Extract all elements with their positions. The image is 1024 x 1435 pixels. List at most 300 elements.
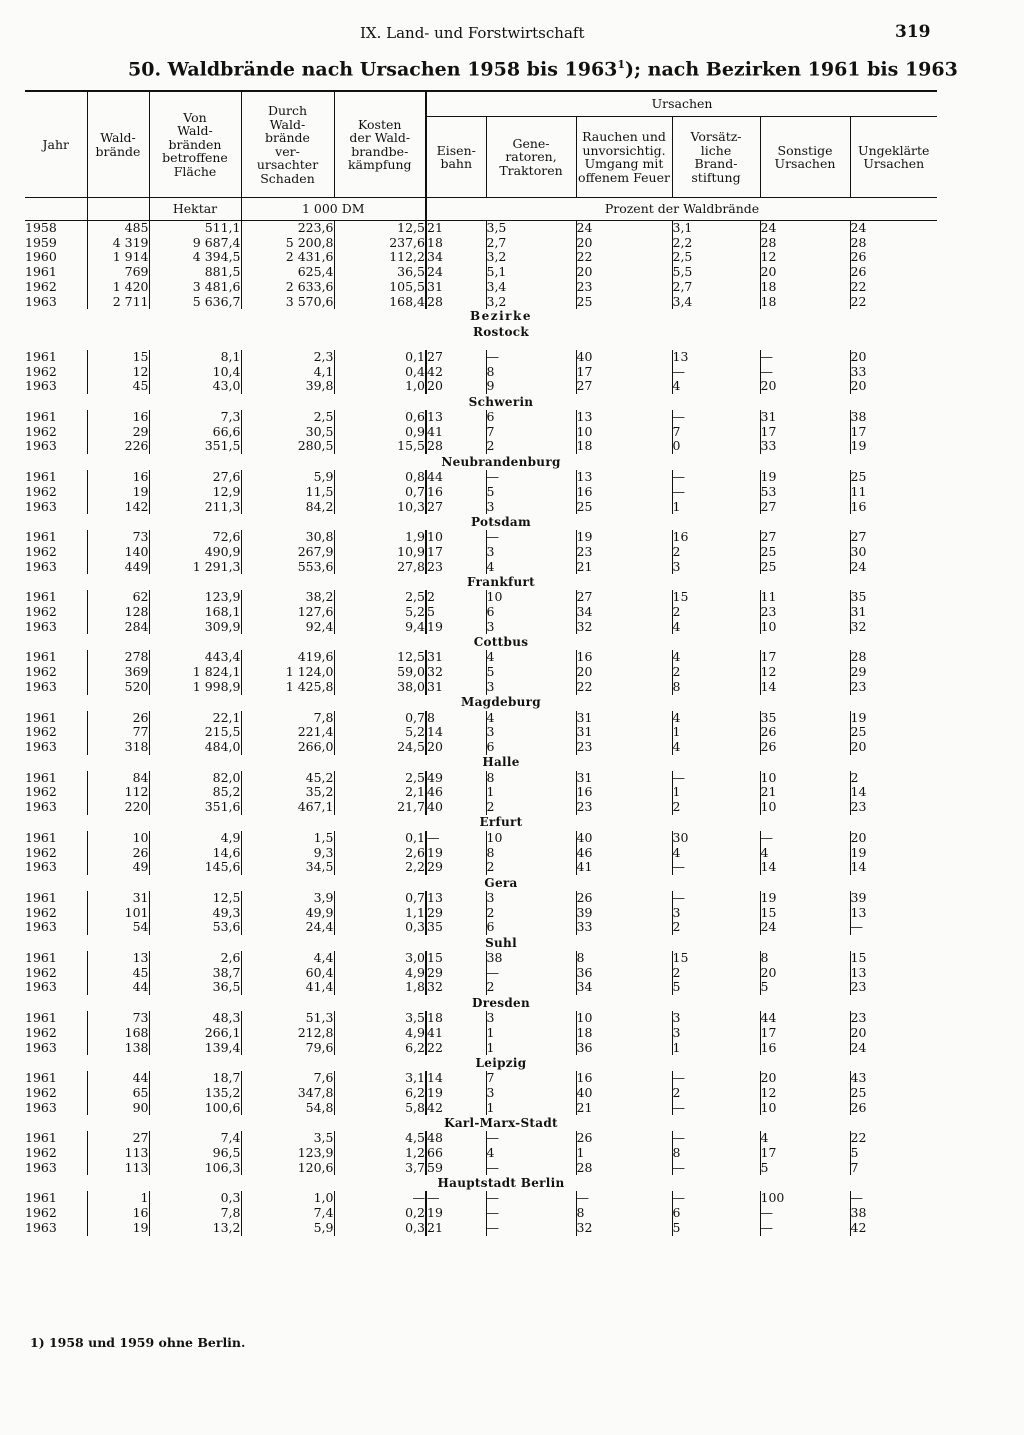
cell-value: 17 bbox=[760, 425, 850, 440]
cell-value: 13 bbox=[576, 470, 672, 485]
col-schaden-label: Durch Wald- brände ver- ursachter Schaden bbox=[256, 103, 319, 186]
cell-value: 113 bbox=[87, 1146, 149, 1161]
unit-dm bbox=[241, 198, 426, 221]
cell-value: 41 bbox=[576, 860, 672, 875]
spacer bbox=[25, 1055, 426, 1071]
cell-value: 145,6 bbox=[149, 860, 241, 875]
cell-value: — bbox=[672, 410, 760, 425]
cell-value: 4 bbox=[672, 711, 760, 726]
cell-value: 11 bbox=[850, 485, 937, 500]
cell-value: 7,8 bbox=[241, 711, 334, 726]
cell-value: 1 bbox=[486, 1101, 576, 1116]
cell-value: 1,9 bbox=[334, 530, 426, 545]
cell-value: — bbox=[486, 1191, 576, 1206]
cell-year: 1961 bbox=[25, 409, 57, 425]
cell-value: 9,4 bbox=[334, 620, 426, 635]
cell-year: 1962 bbox=[25, 1084, 57, 1100]
cell-value: 8 bbox=[486, 771, 576, 786]
cell-value: 19 bbox=[850, 846, 937, 861]
cell-value: 41,4 bbox=[241, 980, 334, 995]
table-row bbox=[25, 425, 937, 440]
cell-value: 2,6 bbox=[149, 951, 241, 966]
cell-value: 7,6 bbox=[241, 1071, 334, 1086]
cell-value: 1 420 bbox=[87, 280, 149, 295]
cell-value: 3 bbox=[486, 891, 576, 906]
cell-value: 12 bbox=[760, 250, 850, 265]
waldbraende-table bbox=[25, 90, 937, 1236]
cell-value: 449 bbox=[87, 560, 149, 575]
cell-value: 135,2 bbox=[149, 1086, 241, 1101]
cell-value: 62 bbox=[87, 590, 149, 605]
region-heading-label: Magdeburg bbox=[460, 695, 541, 710]
cell-value: 41 bbox=[426, 1026, 486, 1041]
spacer bbox=[25, 815, 426, 831]
spacer bbox=[25, 875, 426, 891]
table-row bbox=[25, 295, 937, 310]
title-text-b: ); nach Bezirken 1961 bis 1963 bbox=[625, 58, 958, 81]
cell-year: 1962 bbox=[25, 483, 57, 499]
footnote: 1) 1958 und 1959 ohne Berlin. bbox=[30, 1335, 246, 1350]
cell-value: 32 bbox=[426, 665, 486, 680]
cell-value: 15 bbox=[87, 350, 149, 365]
cell-value: — bbox=[850, 1191, 937, 1206]
cell-value: 27 bbox=[576, 590, 672, 605]
col-vorsaetzlich-label: Vorsätz- liche Brand- stiftung bbox=[690, 129, 742, 185]
cell-value: 1 bbox=[672, 1041, 760, 1056]
cell-value: — bbox=[760, 350, 850, 365]
cell-year: 1961 bbox=[25, 889, 57, 905]
cell-value: 25 bbox=[576, 500, 672, 515]
cell-value: 10,9 bbox=[334, 545, 426, 560]
cell-value: 22 bbox=[576, 250, 672, 265]
cell-value: 0,8 bbox=[334, 470, 426, 485]
cell-value: 15 bbox=[850, 951, 937, 966]
col-jahr-label: Jahr bbox=[42, 136, 69, 152]
cell-value: 3,5 bbox=[241, 1131, 334, 1146]
cell-value: 7,4 bbox=[241, 1206, 334, 1221]
cell-value: 38 bbox=[850, 1206, 937, 1221]
cell-value: 2 bbox=[672, 665, 760, 680]
cell-value: 5 bbox=[672, 1221, 760, 1236]
cell-value: — bbox=[760, 831, 850, 846]
col-ursachen-label: Ursachen bbox=[651, 96, 713, 112]
cell-value: 18 bbox=[760, 280, 850, 295]
cell-value: 23 bbox=[760, 605, 850, 620]
cell-year: 1961 bbox=[25, 709, 57, 725]
cell-value: 22,1 bbox=[149, 711, 241, 726]
cell-value: 34,5 bbox=[241, 860, 334, 875]
cell-value: 27,8 bbox=[334, 560, 426, 575]
cell-value: 1 425,8 bbox=[241, 680, 334, 695]
cell-year: 1961 bbox=[25, 529, 57, 545]
cell-value: 0,7 bbox=[334, 711, 426, 726]
cell-value: 12 bbox=[760, 665, 850, 680]
cell-value: 38,7 bbox=[149, 966, 241, 981]
cell-value: 3,7 bbox=[334, 1161, 426, 1176]
cell-value: 36,5 bbox=[149, 980, 241, 995]
cell-value: 3,2 bbox=[486, 250, 576, 265]
cell-value: 42 bbox=[426, 365, 486, 380]
table-row bbox=[25, 680, 937, 695]
cell-value: 40 bbox=[576, 350, 672, 365]
cell-year: 1963 bbox=[25, 1219, 57, 1235]
cell-value: 4 319 bbox=[87, 236, 149, 251]
region-heading bbox=[25, 1175, 937, 1191]
cell-value: 17 bbox=[760, 1146, 850, 1161]
cell-value: — bbox=[672, 1161, 760, 1176]
cell-value: — bbox=[486, 530, 576, 545]
table-row bbox=[25, 470, 937, 485]
cell-value: 20 bbox=[576, 265, 672, 280]
cell-year: 1961 bbox=[25, 649, 57, 665]
cell-value: 42 bbox=[426, 1101, 486, 1116]
unit-dm-label: 1 000 DM bbox=[301, 201, 365, 217]
spacer bbox=[25, 1115, 426, 1131]
region-heading bbox=[25, 695, 937, 711]
table-row bbox=[25, 725, 937, 740]
region-heading-label: Erfurt bbox=[479, 815, 523, 830]
region-heading-label: Frankfurt bbox=[467, 575, 535, 589]
cell-value: 19 bbox=[850, 711, 937, 726]
cell-value: 7,8 bbox=[149, 1206, 241, 1221]
cell-value: 20 bbox=[850, 740, 937, 755]
cell-value: 4 bbox=[486, 650, 576, 665]
cell-value: — bbox=[672, 891, 760, 906]
cell-value: — bbox=[576, 1191, 672, 1206]
cell-year: 1962 bbox=[25, 1145, 57, 1161]
cell-value: — bbox=[426, 831, 486, 846]
cell-value: 24 bbox=[760, 920, 850, 935]
cell-value: 22 bbox=[576, 680, 672, 695]
cell-year: 1963 bbox=[25, 738, 57, 754]
region-heading bbox=[25, 755, 937, 771]
cell-value: 23 bbox=[850, 800, 937, 815]
cell-value: 22 bbox=[850, 295, 937, 310]
cell-value: 5 bbox=[760, 1161, 850, 1176]
cell-value: 280,5 bbox=[241, 439, 334, 454]
table-row bbox=[25, 545, 937, 560]
cell-value: 12,5 bbox=[334, 221, 426, 236]
cell-value: 8 bbox=[576, 1206, 672, 1221]
cell-value: 2 bbox=[486, 980, 576, 995]
cell-value: 54,8 bbox=[241, 1101, 334, 1116]
cell-value: 215,5 bbox=[149, 725, 241, 740]
cell-value: 553,6 bbox=[241, 560, 334, 575]
spacer bbox=[576, 875, 937, 891]
cell-value: 20 bbox=[850, 379, 937, 394]
cell-value: 13 bbox=[576, 410, 672, 425]
cell-value: 13 bbox=[426, 891, 486, 906]
cell-value: 17 bbox=[426, 545, 486, 560]
table-title bbox=[128, 58, 958, 80]
spacer bbox=[576, 309, 937, 324]
cell-value: 2 bbox=[672, 1086, 760, 1101]
cell-value: 59,0 bbox=[334, 665, 426, 680]
cell-value: 24 bbox=[576, 221, 672, 236]
cell-year: 1962 bbox=[25, 784, 57, 800]
cell-value: 2 bbox=[850, 771, 937, 786]
chapter-title: IX. Land- und Forstwirtschaft bbox=[360, 24, 585, 42]
cell-value: — bbox=[760, 365, 850, 380]
region-heading bbox=[25, 394, 937, 410]
cell-value: — bbox=[486, 1131, 576, 1146]
cell-value: 284 bbox=[87, 620, 149, 635]
cell-value: 20 bbox=[850, 831, 937, 846]
table-row bbox=[25, 1161, 937, 1176]
cell-year: 1959 bbox=[25, 234, 57, 250]
cell-value: 2,5 bbox=[241, 410, 334, 425]
cell-value: 2 bbox=[672, 966, 760, 981]
spacer bbox=[25, 995, 426, 1011]
cell-year: 1961 bbox=[25, 1190, 57, 1206]
cell-value: 27 bbox=[426, 350, 486, 365]
table-row bbox=[25, 1041, 937, 1056]
cell-value: 0,6 bbox=[334, 410, 426, 425]
cell-value: 32 bbox=[426, 980, 486, 995]
cell-value: 5,2 bbox=[334, 605, 426, 620]
region-heading-label: Schwerin bbox=[468, 394, 534, 409]
cell-value: 1,5 bbox=[241, 831, 334, 846]
cell-value: 25 bbox=[850, 470, 937, 485]
cell-value: 5 bbox=[486, 485, 576, 500]
cell-value: 29 bbox=[87, 425, 149, 440]
cell-value: 26 bbox=[850, 250, 937, 265]
cell-year: 1961 bbox=[25, 1010, 57, 1026]
cell-value: 31 bbox=[576, 711, 672, 726]
cell-value: 49,9 bbox=[241, 906, 334, 921]
cell-value: 19 bbox=[87, 1221, 149, 1236]
cell-value: 16 bbox=[426, 485, 486, 500]
cell-value: 4 bbox=[672, 650, 760, 665]
spacer bbox=[25, 324, 426, 340]
table-row bbox=[25, 250, 937, 265]
bezirke-heading-label: Bezirke bbox=[470, 309, 532, 324]
page-header bbox=[0, 22, 1024, 46]
cell-value: 4 bbox=[486, 560, 576, 575]
cell-value: 7,4 bbox=[149, 1131, 241, 1146]
cell-value: — bbox=[672, 485, 760, 500]
cell-value: 1 824,1 bbox=[149, 665, 241, 680]
cell-value: 266,1 bbox=[149, 1026, 241, 1041]
cell-value: 18 bbox=[426, 1011, 486, 1026]
cell-value: 0,2 bbox=[334, 1206, 426, 1221]
cell-value: 77 bbox=[87, 725, 149, 740]
cell-value: 10,3 bbox=[334, 500, 426, 515]
cell-value: 23 bbox=[426, 560, 486, 575]
table-row bbox=[25, 605, 937, 620]
region-heading-label: Dresden bbox=[472, 995, 530, 1010]
cell-value: 0,4 bbox=[334, 365, 426, 380]
cell-value: 9 bbox=[486, 379, 576, 394]
cell-value: 10 bbox=[87, 831, 149, 846]
cell-value: 23 bbox=[850, 980, 937, 995]
cell-value: 6,2 bbox=[334, 1086, 426, 1101]
cell-value: 5 bbox=[850, 1146, 937, 1161]
cell-value: 14 bbox=[850, 860, 937, 875]
cell-value: 31 bbox=[426, 280, 486, 295]
cell-year: 1963 bbox=[25, 919, 57, 935]
cell-value: 49 bbox=[87, 860, 149, 875]
table-row bbox=[25, 1071, 937, 1086]
cell-value: 27 bbox=[760, 500, 850, 515]
region-heading-label: Neubrandenburg bbox=[441, 454, 561, 469]
cell-value: 3,9 bbox=[241, 891, 334, 906]
cell-value: 40 bbox=[576, 1086, 672, 1101]
cell-value: 31 bbox=[760, 410, 850, 425]
spacer bbox=[576, 634, 937, 650]
cell-value: 140 bbox=[87, 545, 149, 560]
unit-empty bbox=[25, 198, 87, 221]
spacer bbox=[576, 394, 937, 410]
cell-value: 49 bbox=[426, 771, 486, 786]
cell-value: 7,3 bbox=[149, 410, 241, 425]
cell-value: 20 bbox=[760, 379, 850, 394]
table-row bbox=[25, 365, 937, 380]
cell-value: 10,4 bbox=[149, 365, 241, 380]
cell-value: 43 bbox=[850, 1071, 937, 1086]
cell-value: 138 bbox=[87, 1041, 149, 1056]
cell-value: 35 bbox=[850, 590, 937, 605]
cell-value: 142 bbox=[87, 500, 149, 515]
cell-value: 13 bbox=[850, 906, 937, 921]
cell-value: 14 bbox=[426, 1071, 486, 1086]
cell-value: 92,4 bbox=[241, 620, 334, 635]
cell-value: 2,6 bbox=[334, 846, 426, 861]
cell-value: 13 bbox=[426, 410, 486, 425]
cell-value: 2 bbox=[672, 545, 760, 560]
region-heading bbox=[25, 995, 937, 1011]
cell-value: 66 bbox=[426, 1146, 486, 1161]
spacer bbox=[576, 324, 937, 340]
cell-value: 4,9 bbox=[149, 831, 241, 846]
cell-value: 12 bbox=[760, 1086, 850, 1101]
cell-value: 15 bbox=[760, 906, 850, 921]
cell-value: 1 998,9 bbox=[149, 680, 241, 695]
table-row bbox=[25, 1191, 937, 1206]
cell-value: 85,2 bbox=[149, 785, 241, 800]
cell-value: 1,0 bbox=[241, 1191, 334, 1206]
col-jahr bbox=[25, 91, 87, 198]
region-heading-label: Halle bbox=[482, 755, 520, 770]
spacer bbox=[576, 935, 937, 951]
cell-value: 20 bbox=[760, 265, 850, 280]
cell-value: 12,5 bbox=[334, 650, 426, 665]
cell-value: 3 bbox=[486, 1011, 576, 1026]
cell-value: — bbox=[334, 1191, 426, 1206]
cell-value: 14 bbox=[426, 725, 486, 740]
cell-value: 28 bbox=[426, 295, 486, 310]
cell-value: 4 394,5 bbox=[149, 250, 241, 265]
cell-value: 44 bbox=[426, 470, 486, 485]
cell-value: 22 bbox=[850, 280, 937, 295]
cell-value: 223,6 bbox=[241, 221, 334, 236]
cell-value: 4 bbox=[760, 1131, 850, 1146]
spacer bbox=[25, 695, 426, 711]
table-row bbox=[25, 650, 937, 665]
cell-value: 10 bbox=[760, 620, 850, 635]
cell-value: 48 bbox=[426, 1131, 486, 1146]
cell-value: 26 bbox=[87, 846, 149, 861]
cell-value: 35 bbox=[760, 711, 850, 726]
cell-value: — bbox=[672, 860, 760, 875]
region-heading-label: Suhl bbox=[485, 935, 517, 950]
cell-value: 1 bbox=[672, 500, 760, 515]
cell-value: 112,2 bbox=[334, 250, 426, 265]
cell-value: 31 bbox=[850, 605, 937, 620]
cell-value: 419,6 bbox=[241, 650, 334, 665]
cell-value: 3,4 bbox=[672, 295, 760, 310]
cell-value: 73 bbox=[87, 1011, 149, 1026]
cell-value: 20 bbox=[576, 665, 672, 680]
spacer bbox=[576, 1175, 937, 1191]
cell-year: 1962 bbox=[25, 278, 57, 294]
cell-value: 20 bbox=[850, 350, 937, 365]
cell-value: 351,5 bbox=[149, 439, 241, 454]
cell-value: 45,2 bbox=[241, 771, 334, 786]
cell-value: 10 bbox=[576, 1011, 672, 1026]
cell-value: 25 bbox=[760, 545, 850, 560]
cell-value: 23 bbox=[576, 740, 672, 755]
cell-value: 29 bbox=[426, 860, 486, 875]
cell-value: 27,6 bbox=[149, 470, 241, 485]
cell-value: — bbox=[486, 1221, 576, 1236]
cell-value: 54 bbox=[87, 920, 149, 935]
cell-value: — bbox=[672, 1191, 760, 1206]
spacer bbox=[576, 755, 937, 771]
cell-value: 21 bbox=[576, 560, 672, 575]
cell-value: 44 bbox=[760, 1011, 850, 1026]
cell-value: 14 bbox=[760, 860, 850, 875]
cell-value: 11,5 bbox=[241, 485, 334, 500]
cell-value: 19 bbox=[576, 530, 672, 545]
cell-value: 23 bbox=[576, 800, 672, 815]
cell-value: 16 bbox=[576, 650, 672, 665]
cell-value: 31 bbox=[426, 680, 486, 695]
region-heading bbox=[25, 574, 937, 590]
cell-year: 1961 bbox=[25, 1130, 57, 1146]
spacer bbox=[576, 514, 937, 530]
cell-value: 10 bbox=[760, 1101, 850, 1116]
table-row bbox=[25, 860, 937, 875]
cell-value: 33 bbox=[576, 920, 672, 935]
cell-value: 17 bbox=[760, 1026, 850, 1041]
cell-value: 31 bbox=[576, 771, 672, 786]
cell-value: 7 bbox=[672, 425, 760, 440]
cell-year: 1961 bbox=[25, 1070, 57, 1086]
cell-value: 60,4 bbox=[241, 966, 334, 981]
cell-value: 21 bbox=[576, 1101, 672, 1116]
cell-value: 3,0 bbox=[334, 951, 426, 966]
cell-value: 21 bbox=[426, 1221, 486, 1236]
col-ungeklaert-label: Ungeklärte Ursachen bbox=[858, 142, 930, 171]
cell-value: 7 bbox=[486, 1071, 576, 1086]
spacer bbox=[576, 815, 937, 831]
cell-value: 4 bbox=[672, 379, 760, 394]
cell-year: 1958 bbox=[25, 220, 57, 235]
cell-value: 2 bbox=[672, 800, 760, 815]
cell-value: 1 291,3 bbox=[149, 560, 241, 575]
cell-value: 30,8 bbox=[241, 530, 334, 545]
cell-year: 1961 bbox=[25, 589, 57, 605]
table-row bbox=[25, 920, 937, 935]
cell-value: 3,5 bbox=[334, 1011, 426, 1026]
col-generatoren bbox=[486, 117, 576, 198]
col-ungeklaert bbox=[850, 117, 937, 198]
cell-value: 35,2 bbox=[241, 785, 334, 800]
cell-year: 1962 bbox=[25, 904, 57, 920]
cell-value: 3 bbox=[672, 906, 760, 921]
cell-value: 113 bbox=[87, 1161, 149, 1176]
